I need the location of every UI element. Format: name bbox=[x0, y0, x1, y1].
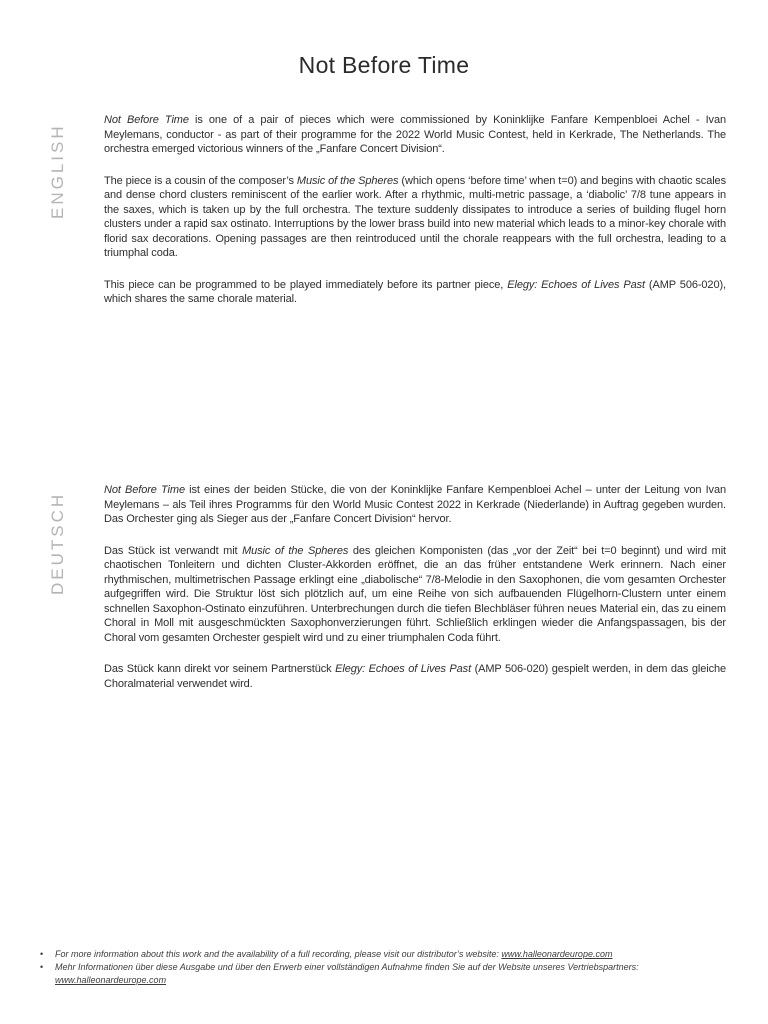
footer-text-english bbox=[55, 948, 732, 961]
english-paragraph-2 bbox=[104, 174, 726, 261]
text-run: (AMP 506-020), which shares the same chorale material. bbox=[104, 278, 726, 305]
english-program-notes bbox=[104, 113, 726, 307]
distributor-link[interactable]: www.halleonardeurope.com bbox=[55, 975, 167, 985]
text-run: The piece is a cousin of the composer’s bbox=[104, 174, 297, 187]
english-paragraph-1 bbox=[104, 113, 726, 157]
text-run: Music of the Spheres bbox=[242, 544, 349, 557]
distributor-link[interactable]: www.halleonardeurope.com bbox=[501, 949, 613, 959]
bullet-marker: • bbox=[40, 949, 44, 959]
german-paragraph-3 bbox=[104, 662, 726, 691]
text-run: (AMP 506-020) gespielt werden, in dem das gleiche Choralmaterial verwendet wird. bbox=[104, 663, 726, 690]
text-run: des gleichen Komponisten (das „vor der Zeit“ bei t=0 beginnt) und wird mit chaotischen Tonleitern und dichten Cluster-Akkorden eröffnet, die an das früher entstandene Werk erinnern. Nach einer rhythmischen, multimetrischen Passage erklingt eine „diabolische“ 7/8-Melodie in den Saxophonen, die vom gesamten Orchester aufgegriffen wird. Die Struktur löst sich plötzlich auf, um eine Reihe von sich aufbauenden Flügelhorn-Clustern unter einem schnellen Saxophon-Ostinato einzuführen. Unterbrechungen durch die tiefen Blechbläser führen neues Material ein, das zu einem Choral in Moll mit ausgeschmückten Saxophonverzierungen führt. Schließlich erklingen wieder die Anfangspassagen, bis der Choral vom gesamten Orchester gespielt wird und zu einer triumphalen Coda führt. bbox=[104, 544, 726, 644]
text-run: Music of the Spheres bbox=[296, 174, 399, 187]
footer-text-german bbox=[55, 961, 732, 987]
text-run: Das Stück ist verwandt mit bbox=[104, 544, 243, 557]
page-title: Not Before Time bbox=[298, 52, 470, 78]
text-run: ist eines der beiden Stücke, die von der Koninklijke Fanfare Kempenbloei Achel – unter der Leitung von Ivan Meylemans – als Teil ihres Programms für den World Music Contest 2022 in Kerkrade (Niederlande) in Auftrag gegeben wurden. Das Orchester ging als Sieger aus der „Fanfare Concert Division“ hervor. bbox=[104, 484, 726, 525]
german-program-notes bbox=[104, 483, 726, 691]
text-run: Elegy: Echoes of Lives Past bbox=[507, 278, 645, 291]
footer-item-german bbox=[40, 961, 732, 987]
text-run: This piece can be programmed to be played immediately before its partner piece, bbox=[104, 278, 508, 291]
german-paragraph-2 bbox=[104, 544, 726, 646]
english-paragraph-3 bbox=[104, 278, 726, 307]
bullet-marker: • bbox=[40, 962, 44, 972]
text-run: For more information about this work and the availability of a full recording, please visit our distributor’s website: bbox=[55, 949, 502, 959]
language-label-english: ENGLISH bbox=[48, 123, 67, 219]
text-run: Elegy: Echoes of Lives Past bbox=[335, 663, 472, 675]
text-run: (which opens ‘before time’ when t=0) and begins with chaotic scales and dense chord clusters reminiscent of the earlier work. After a rhythmic, multi-metric passage, a ‘diabolic’ 7/8 tune appears in the saxes, which is taken up by the full orchestra. The texture suddenly dissipates to introduce a series of building flugel horn clusters under a rapid sax ostinato. Interruptions by the lower brass build into new material which leads to a minor-key chorale with florid sax decorations. Opening passages are then reintroduced until the chorale reappears with the full orchestra, leading to a triumphal coda. bbox=[104, 174, 726, 259]
german-paragraph-1 bbox=[104, 483, 726, 527]
text-run: Not Before Time bbox=[104, 114, 189, 126]
text-run: Not Before Time bbox=[104, 484, 185, 496]
language-label-deutsch: DEUTSCH bbox=[48, 491, 67, 595]
footer-item-english bbox=[40, 948, 732, 961]
text-run: is one of a pair of pieces which were commissioned by Koninklijke Fanfare Kempenbloei Achel - Ivan Meylemans, conductor - as part of their programme for the 2022 World Music Contest, held in Kerkrade, The Netherlands. The orchestra emerged victorious winners of the „Fanfare Concert Division“. bbox=[104, 114, 726, 155]
footer-notes bbox=[40, 948, 732, 987]
text-run: Mehr Informationen über diese Ausgabe und über den Erwerb einer vollständigen Aufnahme finden Sie auf der Website unseres Vertriebspartners: bbox=[55, 962, 639, 972]
text-run: Das Stück kann direkt vor seinem Partnerstück bbox=[104, 663, 336, 675]
